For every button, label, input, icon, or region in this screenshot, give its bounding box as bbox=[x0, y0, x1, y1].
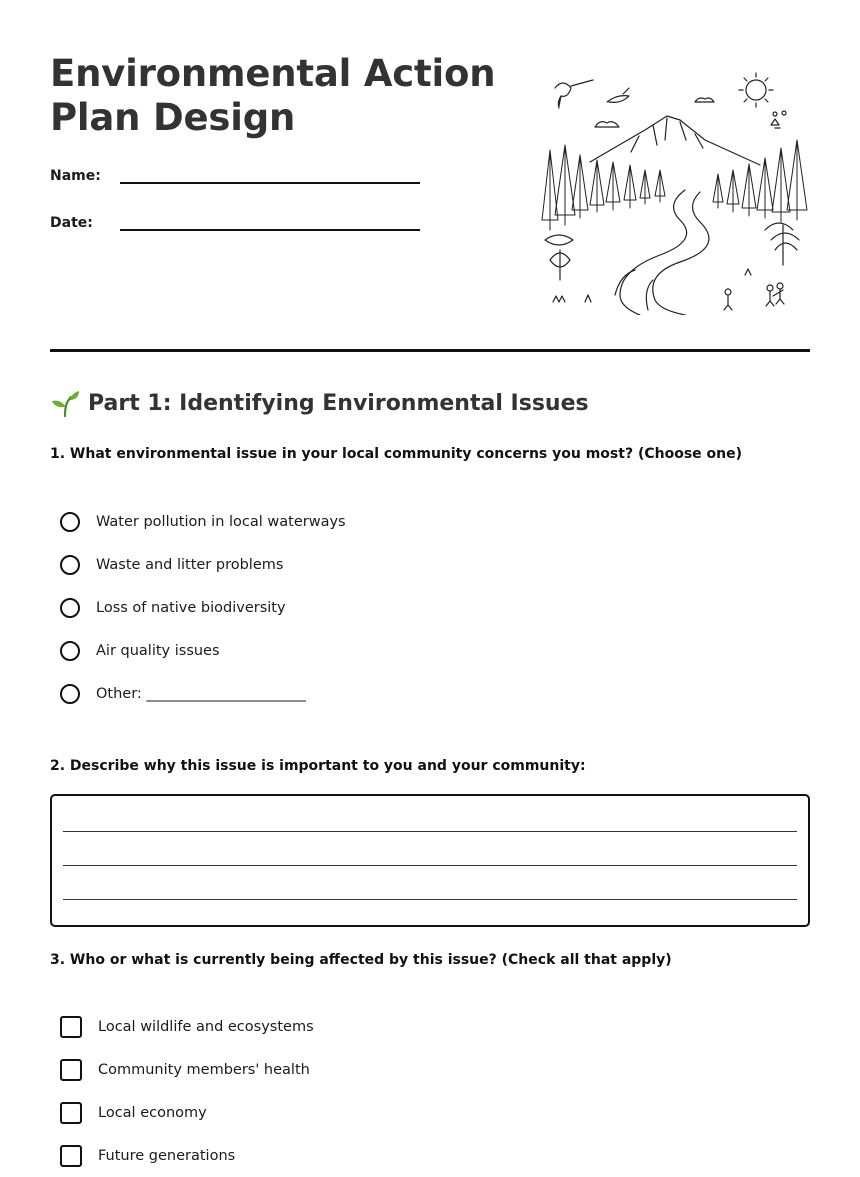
date-input-line[interactable] bbox=[120, 211, 420, 231]
checkbox-option[interactable] bbox=[60, 1134, 314, 1177]
option-label: Community members' health bbox=[98, 1061, 310, 1078]
option-label: Local wildlife and ecosystems bbox=[98, 1018, 314, 1035]
option-label: Other: ______________________ bbox=[96, 685, 306, 702]
checkbox[interactable] bbox=[60, 1059, 82, 1081]
question-3-options bbox=[60, 1005, 314, 1177]
option-label: Future generations bbox=[98, 1147, 236, 1164]
name-field bbox=[50, 164, 420, 184]
radio-option[interactable] bbox=[60, 500, 346, 543]
radio-button[interactable] bbox=[60, 512, 80, 532]
name-input-line[interactable] bbox=[120, 164, 420, 184]
option-label: Waste and litter problems bbox=[96, 556, 284, 573]
radio-option[interactable] bbox=[60, 672, 346, 715]
question-3: 3. Who or what is currently being affected by this issue? (Check all that apply) bbox=[50, 952, 672, 968]
landscape-illustration bbox=[535, 70, 810, 315]
checkbox[interactable] bbox=[60, 1145, 82, 1167]
writing-line bbox=[63, 865, 797, 866]
writing-line bbox=[63, 831, 797, 832]
checkbox-option[interactable] bbox=[60, 1091, 314, 1134]
radio-button[interactable] bbox=[60, 641, 80, 661]
checkbox-option[interactable] bbox=[60, 1048, 314, 1091]
writing-line bbox=[63, 899, 797, 900]
part1-heading: Part 1: Identifying Environmental Issues bbox=[88, 390, 589, 416]
question-1: 1. What environmental issue in your local community concerns you most? (Choose one) bbox=[50, 446, 743, 462]
checkbox[interactable] bbox=[60, 1102, 82, 1124]
header-divider bbox=[50, 349, 810, 352]
checkbox-option[interactable] bbox=[60, 1005, 314, 1048]
radio-option[interactable] bbox=[60, 543, 346, 586]
date-field bbox=[50, 211, 420, 231]
option-label: Local economy bbox=[98, 1104, 207, 1121]
question-1-options bbox=[60, 500, 346, 715]
radio-option[interactable] bbox=[60, 629, 346, 672]
option-label: Loss of native biodiversity bbox=[96, 599, 286, 616]
part1-heading-row bbox=[50, 388, 589, 418]
radio-button[interactable] bbox=[60, 684, 80, 704]
checkbox[interactable] bbox=[60, 1016, 82, 1038]
name-label: Name: bbox=[50, 168, 101, 184]
radio-button[interactable] bbox=[60, 598, 80, 618]
seedling-icon bbox=[50, 388, 80, 418]
answer-box[interactable] bbox=[50, 794, 810, 927]
date-label: Date: bbox=[50, 215, 93, 231]
worksheet-title: Environmental Action Plan Design bbox=[50, 52, 496, 139]
radio-button[interactable] bbox=[60, 555, 80, 575]
question-2: 2. Describe why this issue is important to you and your community: bbox=[50, 758, 586, 774]
option-label: Water pollution in local waterways bbox=[96, 513, 346, 530]
option-label: Air quality issues bbox=[96, 642, 220, 659]
radio-option[interactable] bbox=[60, 586, 346, 629]
